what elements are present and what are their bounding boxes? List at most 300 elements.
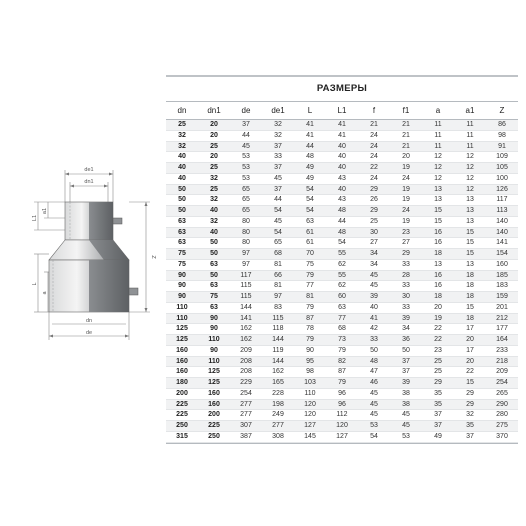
table-cell-dn: 125 [176, 336, 188, 343]
table-cell-f1: 33 [402, 303, 410, 311]
table-cell-a1: 12 [466, 153, 474, 161]
table-cell-l1: 82 [338, 357, 346, 365]
table-cell-a1: 35 [466, 422, 474, 429]
table-cell-l: 120 [304, 411, 316, 419]
table-cell-l: 48 [306, 153, 314, 161]
table-cell-a: 22 [434, 325, 442, 333]
table-cell-f1: 37 [402, 357, 410, 365]
table-cell-dn: 110 [176, 303, 188, 311]
table-cell-f: 33 [370, 336, 378, 343]
table-cell-a: 22 [434, 336, 442, 343]
table-cell-l1: 79 [338, 379, 346, 386]
table-cell-dn1: 32 [210, 174, 218, 182]
table-row [166, 388, 518, 399]
table-cell-a: 23 [434, 346, 442, 354]
table-cell-f1: 39 [402, 379, 410, 386]
table-cell-dn1: 25 [210, 185, 218, 193]
table-cell-l: 90 [306, 346, 314, 354]
table-cell-de1: 44 [274, 196, 282, 204]
table-cell-z: 233 [496, 346, 508, 354]
table-cell-a: 11 [434, 131, 442, 139]
table-cell-dn1: 110 [208, 336, 220, 343]
table-cell-a: 16 [434, 239, 442, 247]
label-Z: Z [150, 255, 156, 259]
table-cell-l: 127 [304, 422, 316, 429]
table-cell-de: 80 [242, 228, 250, 236]
table-cell-z: 117 [496, 196, 508, 204]
table-cell-de: 80 [242, 217, 250, 225]
label-dn: dn [85, 318, 93, 324]
table-cell-z: 100 [496, 174, 508, 182]
table-row [166, 227, 518, 238]
table-row [166, 216, 518, 227]
table-cell-a1: 13 [466, 196, 474, 204]
table-cell-z: 185 [496, 271, 508, 279]
table-cell-a1: 17 [466, 325, 474, 333]
table-cell-de: 277 [240, 411, 252, 419]
table-cell-l: 78 [306, 325, 314, 333]
table-row [166, 345, 518, 356]
table-body [166, 120, 518, 443]
table-cell-l1: 68 [338, 325, 346, 333]
table-cell-f: 53 [370, 422, 378, 429]
table-cell-f: 22 [370, 164, 378, 171]
table-cell-l1: 40 [338, 153, 346, 161]
table-cell-f1: 28 [402, 271, 410, 279]
table-cell-l1: 62 [338, 282, 346, 290]
table-cell-de1: 308 [272, 432, 284, 440]
table-cell-f: 50 [370, 346, 378, 354]
table-cell-a: 35 [434, 400, 442, 408]
table-cell-de: 97 [242, 250, 250, 257]
table-cell-de: 53 [242, 164, 250, 171]
table-cell-de1: 144 [272, 357, 284, 365]
table-cell-l: 61 [306, 228, 314, 236]
table-cell-f1: 38 [402, 389, 410, 397]
table-row [166, 335, 518, 346]
table-cell-f: 34 [370, 250, 378, 257]
table-cell-f: 24 [370, 142, 378, 150]
table-row [166, 302, 518, 313]
column-header-de1: de1 [262, 102, 294, 120]
table-cell-de1: 249 [272, 411, 284, 419]
table-row [166, 249, 518, 260]
table-cell-l1: 63 [338, 303, 346, 311]
table-cell-f: 48 [370, 357, 378, 365]
table-cell-a1: 13 [466, 207, 474, 214]
table-cell-l1: 54 [338, 239, 346, 247]
table-cell-z: 177 [496, 325, 508, 333]
table-cell-z: 280 [496, 411, 508, 419]
table-row [166, 324, 518, 335]
table-cell-l: 79 [306, 271, 314, 279]
table-cell-de: 229 [240, 379, 252, 386]
table-cell-a1: 13 [466, 217, 474, 225]
table-cell-dn1: 25 [210, 164, 218, 171]
table-cell-a1: 22 [466, 368, 474, 376]
table-row [166, 431, 518, 442]
table-cell-f1: 30 [402, 293, 410, 300]
table-cell-de: 162 [240, 336, 252, 343]
table-cell-l: 49 [306, 164, 314, 171]
table-cell-dn: 63 [178, 217, 186, 225]
table-cell-l1: 120 [336, 422, 348, 429]
label-L1: L1 [32, 214, 38, 222]
table-cell-l1: 44 [338, 217, 346, 225]
table-row [166, 292, 518, 303]
table-cell-a: 25 [434, 368, 442, 376]
table-cell-a1: 18 [466, 314, 474, 322]
table-cell-l: 77 [306, 282, 314, 290]
label-de: de [85, 330, 93, 336]
table-cell-l1: 55 [338, 271, 346, 279]
table-cell-dn: 225 [176, 411, 188, 419]
table-cell-z: 209 [496, 368, 508, 376]
table-cell-l: 87 [306, 314, 314, 322]
table-cell-f1: 36 [402, 336, 410, 343]
table-cell-dn: 63 [178, 239, 186, 247]
table-cell-de1: 65 [274, 239, 282, 247]
table-cell-a: 35 [434, 389, 442, 397]
table-row [166, 259, 518, 270]
table-cell-f: 45 [370, 411, 378, 419]
table-row [166, 356, 518, 367]
table-cell-de: 65 [242, 185, 250, 193]
table-cell-z: 275 [496, 422, 508, 429]
table-cell-l: 98 [306, 368, 314, 376]
table-cell-f: 27 [370, 239, 378, 247]
table-cell-a1: 18 [466, 271, 474, 279]
table-cell-l: 54 [306, 196, 314, 204]
table-cell-f: 42 [370, 325, 378, 333]
table-cell-dn: 250 [176, 422, 188, 429]
table-cell-l1: 41 [338, 131, 346, 139]
table-cell-f: 24 [370, 131, 378, 139]
table-cell-l1: 62 [338, 260, 346, 268]
table-cell-a1: 29 [466, 389, 474, 397]
table-cell-f1: 21 [402, 142, 410, 150]
table-row [166, 313, 518, 324]
table-row [166, 281, 518, 292]
table-cell-f1: 21 [402, 131, 410, 139]
table-cell-l1: 40 [338, 164, 346, 171]
column-header-z: Z [486, 102, 518, 120]
table-cell-dn1: 40 [210, 207, 218, 214]
table-header-row [166, 102, 518, 120]
table-cell-dn1: 63 [210, 282, 218, 290]
table-cell-a: 49 [434, 432, 442, 440]
table-cell-l: 79 [306, 303, 314, 311]
table-cell-dn: 160 [176, 357, 188, 365]
table-cell-de1: 81 [274, 282, 282, 290]
table-cell-l1: 96 [338, 400, 346, 408]
table-cell-de: 144 [240, 303, 252, 311]
table-cell-z: 370 [496, 432, 508, 440]
column-header-f: f [358, 102, 390, 120]
table-cell-l: 95 [306, 357, 314, 365]
table-cell-f1: 19 [402, 217, 410, 225]
table-cell-dn: 110 [176, 314, 188, 322]
table-cell-dn: 75 [178, 250, 186, 257]
table-cell-dn: 125 [176, 325, 188, 333]
table-cell-l: 75 [306, 260, 314, 268]
table-cell-z: 164 [496, 336, 508, 343]
table-cell-l: 81 [306, 293, 314, 300]
table-cell-a: 19 [434, 314, 442, 322]
table-cell-a1: 18 [466, 293, 474, 300]
table-row [166, 120, 518, 131]
table-cell-a: 16 [434, 228, 442, 236]
table-cell-de: 254 [240, 389, 252, 397]
table-cell-a1: 11 [466, 121, 474, 128]
table-cell-a1: 20 [466, 357, 474, 365]
reducer-drawing [14, 160, 164, 345]
table-cell-dn1: 125 [208, 368, 220, 376]
table-cell-de: 44 [242, 131, 250, 139]
table-cell-f: 54 [370, 432, 378, 440]
table-cell-a: 13 [434, 196, 442, 204]
table-cell-a: 37 [434, 411, 442, 419]
table-cell-f1: 33 [402, 282, 410, 290]
table-cell-f: 26 [370, 196, 378, 204]
table-cell-f1: 19 [402, 164, 410, 171]
table-cell-de: 208 [240, 368, 252, 376]
table-cell-a1: 12 [466, 174, 474, 182]
table-cell-dn1: 63 [210, 303, 218, 311]
table-cell-l1: 127 [336, 432, 348, 440]
label-L: L [32, 282, 38, 286]
table-cell-de1: 37 [274, 164, 282, 171]
table-cell-z: 254 [496, 379, 508, 386]
table-cell-z: 290 [496, 400, 508, 408]
table-cell-a1: 12 [466, 164, 474, 171]
table-cell-dn1: 20 [210, 153, 218, 161]
table-cell-dn: 63 [178, 228, 186, 236]
table-cell-a1: 13 [466, 260, 474, 268]
label-a1: a1 [42, 207, 48, 215]
table-cell-l: 79 [306, 336, 314, 343]
table-cell-z: 201 [496, 303, 508, 311]
table-cell-de1: 54 [274, 207, 282, 214]
table-cell-de1: 68 [274, 250, 282, 257]
table-cell-f1: 29 [402, 250, 410, 257]
table-cell-f: 46 [370, 379, 378, 386]
table-cell-l1: 77 [338, 314, 346, 322]
table-cell-f: 40 [370, 303, 378, 311]
table-cell-a1: 29 [466, 400, 474, 408]
table-row [166, 130, 518, 141]
table-cell-dn: 40 [178, 174, 186, 182]
column-header-a1: a1 [454, 102, 486, 120]
table-cell-dn1: 25 [210, 142, 218, 150]
table-cell-f: 29 [370, 207, 378, 214]
table-cell-dn1: 40 [210, 228, 218, 236]
table-cell-dn1: 32 [210, 217, 218, 225]
table-cell-a1: 37 [466, 432, 474, 440]
table-cell-f1: 24 [402, 207, 410, 214]
table-cell-l1: 48 [338, 207, 346, 214]
table-cell-a: 13 [434, 185, 442, 193]
table-cell-dn1: 225 [208, 422, 220, 429]
table-cell-f1: 19 [402, 196, 410, 204]
table-row [166, 378, 518, 389]
table-cell-de1: 162 [272, 368, 284, 376]
table-cell-a: 12 [434, 164, 442, 171]
table-cell-f: 45 [370, 271, 378, 279]
table-cell-dn1: 20 [210, 131, 218, 139]
table-cell-dn: 25 [178, 121, 186, 128]
table-cell-z: 218 [496, 357, 508, 365]
table-cell-f: 29 [370, 185, 378, 193]
table-cell-a: 20 [434, 303, 442, 311]
table-cell-l1: 112 [336, 411, 348, 419]
table-cell-f: 21 [370, 121, 378, 128]
table-cell-dn1: 50 [210, 239, 218, 247]
table-row [166, 410, 518, 421]
table-row [166, 399, 518, 410]
table-cell-de: 117 [240, 271, 252, 279]
table-cell-de1: 45 [274, 174, 282, 182]
table-cell-z: 91 [498, 142, 506, 150]
table-cell-dn: 90 [178, 271, 186, 279]
table-row [166, 238, 518, 249]
table-cell-dn1: 200 [208, 411, 220, 419]
table-cell-de: 209 [240, 346, 252, 354]
table-cell-l1: 43 [338, 174, 346, 182]
table-cell-de: 141 [240, 314, 252, 322]
table-cell-z: 86 [498, 121, 506, 128]
table-row [166, 195, 518, 206]
table-cell-de1: 37 [274, 142, 282, 150]
table-cell-de1: 115 [272, 314, 284, 322]
table-cell-l: 145 [304, 432, 316, 440]
table-cell-a: 11 [434, 121, 442, 128]
table-cell-dn1: 110 [208, 357, 220, 365]
table-cell-dn1: 160 [208, 400, 220, 408]
table-cell-z: 183 [496, 282, 508, 290]
table-cell-f1: 37 [402, 368, 410, 376]
table-cell-dn: 50 [178, 185, 186, 193]
table-cell-f1: 50 [402, 346, 410, 354]
table-cell-a: 37 [434, 422, 442, 429]
table-cell-f1: 45 [402, 422, 410, 429]
table-cell-de: 65 [242, 196, 250, 204]
table-cell-dn: 40 [178, 164, 186, 171]
table-cell-a1: 20 [466, 336, 474, 343]
table-cell-f1: 45 [402, 411, 410, 419]
table-cell-f1: 38 [402, 400, 410, 408]
table-cell-dn1: 250 [208, 432, 220, 440]
table-cell-de1: 37 [274, 185, 282, 193]
table-cell-f: 41 [370, 314, 378, 322]
table-cell-de: 45 [242, 142, 250, 150]
table-cell-de1: 144 [272, 336, 284, 343]
table-cell-z: 140 [496, 228, 508, 236]
table-cell-a: 12 [434, 174, 442, 182]
column-header-l1: L1 [326, 102, 358, 120]
table-cell-l: 44 [306, 142, 314, 150]
table-cell-dn1: 50 [210, 271, 218, 279]
column-header-dn1: dn1 [198, 102, 230, 120]
table-cell-l1: 96 [338, 389, 346, 397]
table-cell-dn: 90 [178, 282, 186, 290]
table-cell-f1: 39 [402, 314, 410, 322]
table-cell-l1: 48 [338, 228, 346, 236]
table-cell-de1: 33 [274, 153, 282, 161]
table-cell-a1: 15 [466, 239, 474, 247]
table-cell-z: 212 [496, 314, 508, 322]
table-cell-l: 41 [306, 121, 314, 128]
table-cell-de: 97 [242, 260, 250, 268]
table-cell-f: 47 [370, 368, 378, 376]
column-header-a: a [422, 102, 454, 120]
table-cell-dn: 160 [176, 346, 188, 354]
table-cell-a: 15 [434, 217, 442, 225]
table-cell-de1: 118 [272, 325, 284, 333]
table-cell-a: 13 [434, 260, 442, 268]
table-cell-dn: 180 [176, 379, 188, 386]
table-cell-de: 277 [240, 400, 252, 408]
table-cell-de: 307 [240, 422, 252, 429]
table-cell-a: 16 [434, 282, 442, 290]
table-row [166, 163, 518, 174]
table-cell-l: 103 [304, 379, 316, 386]
column-header-l: L [294, 102, 326, 120]
table-cell-dn: 32 [178, 131, 186, 139]
table-cell-de1: 83 [274, 303, 282, 311]
table-cell-l: 120 [304, 400, 316, 408]
table-cell-l: 54 [306, 207, 314, 214]
table-cell-f1: 53 [402, 432, 410, 440]
table-cell-de1: 45 [274, 217, 282, 225]
table-cell-f: 45 [370, 389, 378, 397]
table-cell-dn1: 50 [210, 250, 218, 257]
table-cell-a: 18 [434, 250, 442, 257]
table-cell-dn1: 90 [210, 346, 218, 354]
table-cell-a: 25 [434, 357, 442, 365]
table-cell-a1: 18 [466, 282, 474, 290]
table-cell-de: 37 [242, 121, 250, 128]
table-cell-dn: 315 [176, 432, 188, 440]
table-cell-de: 115 [240, 282, 252, 290]
table-cell-de1: 32 [274, 121, 282, 128]
table-cell-l1: 60 [338, 293, 346, 300]
table-cell-dn1: 160 [208, 389, 220, 397]
table-cell-a: 16 [434, 271, 442, 279]
table-cell-de: 208 [240, 357, 252, 365]
table-row [166, 184, 518, 195]
table-cell-f: 30 [370, 228, 378, 236]
table-cell-dn1: 90 [210, 314, 218, 322]
table-row [166, 173, 518, 184]
table-cell-dn: 50 [178, 207, 186, 214]
table-cell-de: 65 [242, 207, 250, 214]
table-cell-de1: 228 [272, 389, 284, 397]
table-bottom-rule [166, 443, 518, 444]
table-cell-z: 105 [496, 164, 508, 171]
table-cell-f1: 24 [402, 174, 410, 182]
table-cell-l: 49 [306, 174, 314, 182]
table-cell-dn1: 32 [210, 196, 218, 204]
table-row [166, 206, 518, 217]
table-cell-a1: 11 [466, 131, 474, 139]
table-cell-de1: 97 [274, 293, 282, 300]
table-cell-z: 141 [496, 239, 508, 247]
table-cell-de: 53 [242, 153, 250, 161]
table-cell-f: 24 [370, 174, 378, 182]
table-cell-dn1: 20 [210, 121, 218, 128]
table-cell-f: 45 [370, 400, 378, 408]
